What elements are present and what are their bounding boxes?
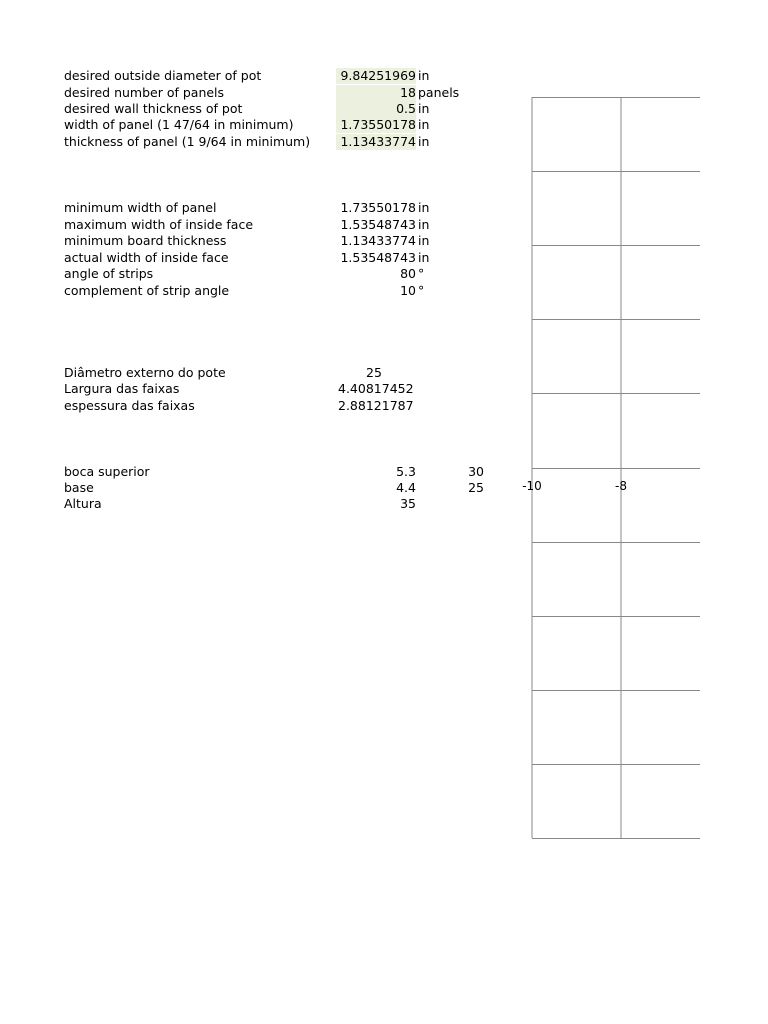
pt-cell[interactable]: 25 [366, 365, 382, 380]
cell-label: complement of strip angle [64, 283, 230, 298]
cell-label: maximum width of inside face [64, 217, 254, 232]
cell-label: thickness of panel (1 9/64 in minimum) [64, 134, 311, 149]
extra-cell[interactable]: 25 [468, 480, 484, 495]
unit-label: in [418, 250, 430, 265]
cell-label: minimum width of panel [64, 200, 217, 215]
unit-label: in [418, 134, 430, 149]
unit-label: in [418, 200, 430, 215]
result-cell[interactable]: 10 [400, 283, 416, 298]
cell-label: minimum board thickness [64, 233, 227, 248]
input-cell[interactable]: 1.73550178 [336, 117, 416, 133]
dimension-cell[interactable]: 35 [400, 496, 416, 511]
dimension-cell[interactable]: 5.3 [396, 464, 416, 479]
grid-lines [532, 97, 700, 839]
x-tick-label: -10 [522, 479, 542, 493]
cell-label: Diâmetro externo do pote [64, 365, 226, 380]
cell-label: Altura [64, 496, 102, 511]
input-cell[interactable]: 18 [336, 85, 416, 101]
cell-label: angle of strips [64, 266, 154, 281]
cell-label: desired wall thickness of pot [64, 101, 243, 116]
pt-cell[interactable]: 4.40817452 [338, 381, 414, 396]
unit-label: ° [418, 283, 425, 298]
cell-label: espessura das faixas [64, 398, 195, 413]
unit-label: in [418, 101, 430, 116]
cell-label: desired number of panels [64, 85, 225, 100]
result-cell[interactable]: 1.73550178 [340, 200, 416, 215]
dimension-cell[interactable]: 4.4 [396, 480, 416, 495]
cell-label: width of panel (1 47/64 in minimum) [64, 117, 294, 132]
cell-label: boca superior [64, 464, 150, 479]
cell-label: actual width of inside face [64, 250, 229, 265]
result-cell[interactable]: 1.53548743 [340, 217, 416, 232]
cell-label: Largura das faixas [64, 381, 180, 396]
cell-label: desired outside diameter of pot [64, 68, 262, 83]
unit-label: panels [418, 85, 460, 100]
x-tick-label: -8 [615, 479, 627, 493]
result-cell[interactable]: 1.13433774 [340, 233, 416, 248]
result-cell[interactable]: 1.53548743 [340, 250, 416, 265]
result-cell[interactable]: 80 [400, 266, 416, 281]
unit-label: in [418, 217, 430, 232]
unit-label: in [418, 233, 430, 248]
pt-cell[interactable]: 2.88121787 [338, 398, 414, 413]
input-cell[interactable]: 0.5 [336, 101, 416, 117]
input-cell[interactable]: 9.84251969 [336, 68, 416, 84]
input-cell[interactable]: 1.13433774 [336, 134, 416, 150]
extra-cell[interactable]: 30 [468, 464, 484, 479]
unit-label: ° [418, 266, 425, 281]
unit-label: in [418, 68, 430, 83]
unit-label: in [418, 117, 430, 132]
cell-label: base [64, 480, 94, 495]
